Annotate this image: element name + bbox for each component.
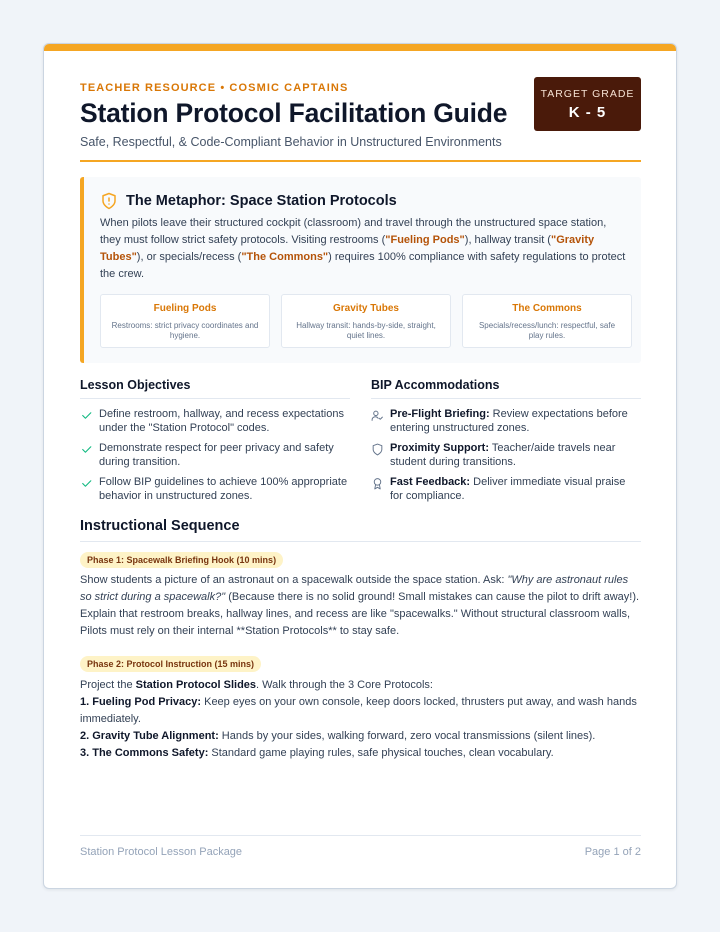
- zone-card: [281, 294, 451, 348]
- text-segment: . Walk through the 3 Core Protocols:: [256, 679, 433, 691]
- callout-header: [100, 192, 397, 210]
- bip-heading: BIP Accommodations: [371, 378, 641, 399]
- text-segment: 2. Gravity Tube Alignment:: [80, 730, 219, 742]
- zone-card-text: Restrooms: strict privacy coordinates and hygiene.: [111, 321, 259, 340]
- eyebrow-label: TEACHER RESOURCE • COSMIC CAPTAINS: [80, 82, 349, 94]
- footer-page-number: Page 1 of 2: [584, 846, 641, 858]
- text-segment: ), hallway transit (: [464, 234, 551, 246]
- objective-text: Follow BIP guidelines to achieve 100% appropriate behavior in unstructured zones.: [99, 476, 348, 502]
- bip-label: Proximity Support:: [390, 442, 490, 454]
- phase-1-body: [80, 572, 641, 640]
- sequence-heading: Instructional Sequence: [80, 518, 641, 542]
- phase-2-badge: Phase 2: Protocol Instruction (15 mins): [80, 656, 261, 672]
- text-segment: (Because there is no solid ground! Small mistakes can cause the pilot to drift away!). Explain that restroom breaks, hallway lines, and recess are like "spacewalks." Without structural classroom walls, Pilots must rely on their internal **Station Protocols** to stay safe.: [80, 591, 640, 637]
- text-segment: When pilots leave their structured cockpit (classroom) and travel through the unstructured space station, they must follow strict safety protocols. Visiting restrooms (: [100, 217, 607, 246]
- bip-accommodations: [371, 378, 641, 509]
- bip-item: [371, 441, 641, 469]
- footer-divider: [80, 835, 641, 836]
- zone-card-title: Gravity Tubes: [333, 303, 399, 314]
- bip-description: Teacher/aide travels near student during transitions.: [390, 442, 616, 468]
- bip-label: Fast Feedback:: [390, 476, 471, 488]
- award-icon: [371, 477, 384, 490]
- protocol-line: [80, 694, 641, 728]
- metaphor-callout: [80, 177, 641, 363]
- text-segment: "Fueling Pods": [385, 234, 465, 246]
- page-subtitle: Safe, Respectful, & Code-Compliant Behavior in Unstructured Environments: [80, 135, 502, 149]
- bip-text: [390, 475, 641, 503]
- text-segment: ), or specials/recess (: [136, 251, 242, 263]
- check-icon: [80, 409, 93, 422]
- text-segment: ) requires 100% compliance with safety regulations to protect the crew.: [100, 251, 626, 280]
- zone-card: [100, 294, 270, 348]
- callout-title: The Metaphor: Space Station Protocols: [126, 193, 397, 209]
- text-segment: Show students a picture of an astronaut on a spacewalk outside the space station. Ask:: [80, 574, 508, 586]
- phase-2-body: [80, 677, 641, 762]
- objective-item: [80, 475, 350, 503]
- text-segment: Hands by your sides, walking forward, zero vocal transmissions (silent lines).: [218, 730, 596, 742]
- bip-text: [390, 441, 641, 469]
- document-page: [43, 43, 677, 889]
- bip-item: [371, 475, 641, 503]
- text-segment: "Why are astronaut rules so strict during a spacewalk?": [80, 574, 629, 603]
- protocol-line: [80, 677, 641, 694]
- callout-body: [100, 215, 630, 283]
- bip-text: [390, 407, 641, 435]
- zone-card: [462, 294, 632, 348]
- shield-icon: [371, 443, 384, 456]
- footer-package-name: Station Protocol Lesson Package: [80, 846, 243, 858]
- header-divider: [80, 160, 641, 162]
- bip-item: [371, 407, 641, 435]
- text-segment: 3. The Commons Safety:: [80, 747, 209, 759]
- bip-description: Deliver immediate visual praise for compliance.: [390, 476, 626, 502]
- text-segment: Station Protocol Slides: [135, 679, 257, 691]
- phase-1-badge: Phase 1: Spacewalk Briefing Hook (10 mins): [80, 552, 283, 568]
- accent-top-bar: [44, 44, 676, 51]
- check-icon: [80, 477, 93, 490]
- user-check-icon: [371, 409, 384, 422]
- bip-description: Review expectations before entering unstructured zones.: [390, 408, 628, 434]
- objective-item: [80, 441, 350, 469]
- check-icon: [80, 443, 93, 456]
- zone-cards: [100, 294, 632, 348]
- lesson-objectives: [80, 378, 350, 509]
- zone-card-text: Hallway transit: hands-by-side, straight, quiet lines.: [296, 321, 436, 340]
- objective-text: Define restroom, hallway, and recess expectations under the "Station Protocol" codes.: [99, 408, 344, 434]
- objectives-list: [80, 407, 350, 503]
- protocol-line: [80, 728, 641, 745]
- text-segment: Project the: [80, 679, 136, 691]
- shield-alert-icon: [100, 192, 118, 210]
- objectives-heading: Lesson Objectives: [80, 378, 350, 399]
- text-segment: "Gravity Tubes": [100, 234, 595, 263]
- text-segment: Keep eyes on your own console, keep doors locked, thrusters put away, and wash hands immediately.: [80, 696, 637, 725]
- bip-list: [371, 407, 641, 503]
- zone-card-title: Fueling Pods: [153, 303, 217, 314]
- page-title: Station Protocol Facilitation Guide: [80, 98, 508, 128]
- target-grade-badge: [534, 77, 641, 131]
- objective-item: [80, 407, 350, 435]
- text-segment: "The Commons": [241, 251, 329, 263]
- bip-label: Pre-Flight Briefing:: [390, 408, 490, 420]
- zone-card-text: Specials/recess/lunch: respectful, safe play rules.: [478, 321, 616, 340]
- grade-value: K - 5: [568, 104, 607, 121]
- protocol-line: [80, 745, 641, 762]
- zone-card-title: The Commons: [512, 303, 582, 314]
- objective-text: Demonstrate respect for peer privacy and safety during transition.: [99, 442, 334, 468]
- text-segment: 1. Fueling Pod Privacy:: [80, 696, 202, 708]
- text-segment: Standard game playing rules, safe physical touches, clean vocabulary.: [208, 747, 554, 759]
- grade-label: TARGET GRADE: [540, 88, 635, 100]
